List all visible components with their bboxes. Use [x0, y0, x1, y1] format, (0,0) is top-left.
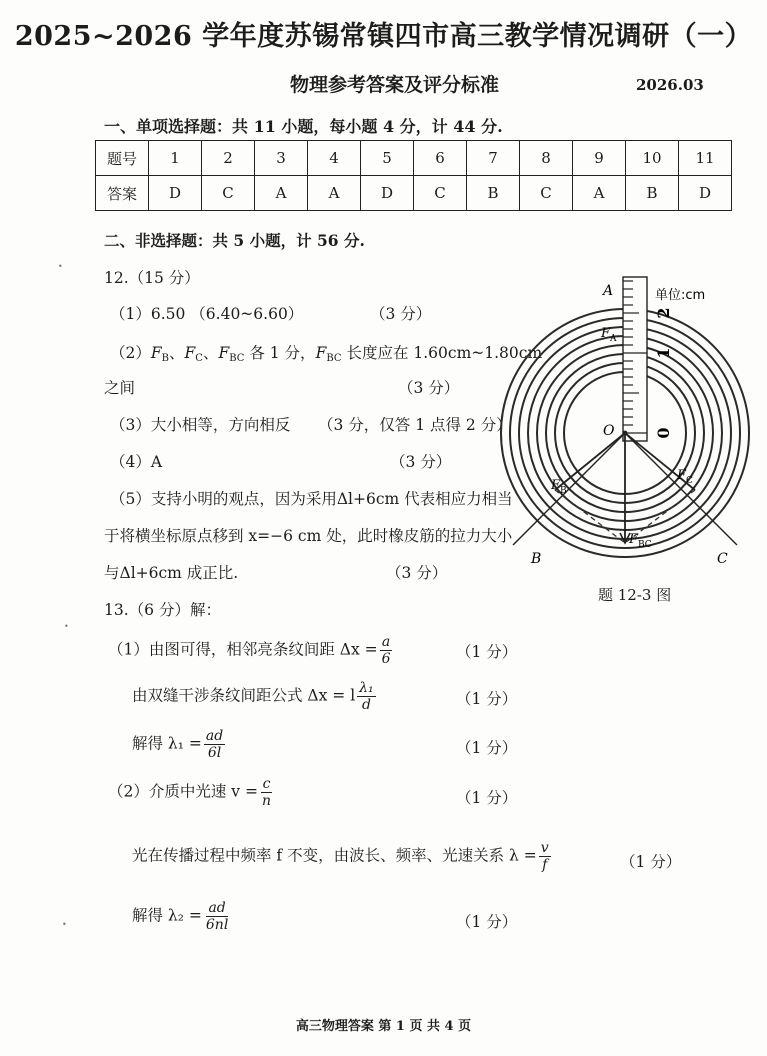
answer-cell: D [149, 176, 202, 211]
q13-title: 13.（6 分）解： [104, 601, 221, 619]
q12-part3: （3）大小相等，方向相反 [110, 416, 291, 434]
label-c: C [717, 551, 728, 567]
force-symbol: F [184, 344, 196, 362]
question-number: 8 [520, 141, 573, 176]
fraction-numerator: λ₁ [359, 680, 374, 696]
q13-step5-score: （1 分） [620, 853, 682, 871]
q13-step1-text: （1）由图可得，相邻亮条纹间距 Δx = [108, 640, 378, 659]
q12-part1-score: （3 分） [370, 305, 432, 323]
fraction-denominator: 6l [207, 745, 222, 761]
q13-step6-score: （1 分） [456, 913, 518, 931]
fraction [260, 776, 273, 809]
fraction [204, 728, 225, 761]
question-number: 4 [308, 141, 361, 176]
page-title: 2025~2026 学年度苏锡常镇四市高三教学情况调研（一） [14, 21, 753, 52]
label-b: B [531, 551, 542, 567]
answer-cell: C [202, 176, 255, 211]
question-number: 5 [361, 141, 414, 176]
label-fa: F [601, 326, 611, 341]
q13-step3-score: （1 分） [456, 739, 518, 757]
fraction [204, 900, 230, 933]
question-number: 2 [202, 141, 255, 176]
ruler-tick-1: 1 [654, 347, 673, 359]
figure-caption: 题 12-3 图 [598, 586, 672, 604]
q13-step4-score: （1 分） [456, 789, 518, 807]
q12-part2-mid: 各 1 分， [244, 344, 316, 362]
parallelogram-dash [555, 490, 625, 543]
scan-speck: • [64, 622, 69, 631]
force-subscript: B [161, 353, 169, 364]
q12-part4-score: （3 分） [390, 453, 452, 471]
separator: 、 [202, 344, 219, 362]
q13-step6-text: 解得 λ₂ = [132, 906, 202, 925]
q12-part2-end: 长度应在 1.60cm~1.80cm [341, 344, 543, 362]
scan-speck: • [62, 920, 67, 929]
q12-part2 [110, 341, 542, 364]
q12-part5-line1: （5）支持小明的观点，因为采用Δl+6cm 代表相应力相当 [110, 490, 513, 508]
force-subscript: BC [229, 353, 245, 364]
fraction-numerator: v [540, 840, 549, 856]
point-o [623, 431, 628, 436]
q13-step2 [132, 680, 378, 713]
q13-step5 [132, 840, 553, 873]
q12-part2-score: （3 分） [398, 379, 460, 397]
q13-step4 [108, 776, 275, 809]
force-subscript: C [195, 353, 203, 364]
label-fb-sub: B [560, 486, 567, 496]
answer-cell: B [467, 176, 520, 211]
page-subtitle: 物理参考答案及评分标准 [290, 74, 500, 96]
section-2-heading: 二、非选择题：共 5 小题，计 56 分. [104, 231, 365, 250]
answer-cell: C [414, 176, 467, 211]
answer-cell: B [626, 176, 679, 211]
q12-part1: （1）6.50 （6.40~6.60） [110, 305, 304, 323]
fraction-numerator: c [262, 776, 271, 792]
q13-step1-score: （1 分） [456, 643, 518, 661]
q12-part5-line2: 于将横坐标原点移到 x=−6 cm 处，此时橡皮筋的拉力大小 [104, 527, 513, 545]
q13-step3-text: 解得 λ₁ = [132, 734, 202, 753]
force-symbol: F [150, 344, 162, 362]
page-footer: 高三物理答案 第 1 页 共 4 页 [295, 1019, 472, 1034]
fraction-numerator: ad [205, 728, 224, 744]
fraction-denominator: 6nl [205, 917, 229, 933]
q12-part4: （4）A [110, 453, 163, 471]
document-date: 2026.03 [636, 76, 704, 94]
answer-cell: D [361, 176, 414, 211]
answer-cell: A [308, 176, 361, 211]
question-number: 3 [255, 141, 308, 176]
question-number: 11 [679, 141, 732, 176]
separator: 、 [169, 344, 185, 362]
fraction-numerator: a [381, 634, 391, 650]
force-symbol: F [315, 344, 327, 362]
q12-part3-score: （3 分，仅答 1 点得 2 分） [318, 416, 512, 434]
q12-title: 12.（15 分） [104, 269, 200, 287]
answer-cell: A [255, 176, 308, 211]
answer-cell: D [679, 176, 732, 211]
label-o: O [603, 423, 615, 439]
q12-part5-score: （3 分） [386, 564, 448, 582]
question-number: 6 [414, 141, 467, 176]
label-fbc: F [629, 532, 639, 547]
fraction [357, 680, 376, 713]
question-number: 1 [149, 141, 202, 176]
label-fb: F [551, 478, 561, 493]
label-fc: F [677, 468, 687, 483]
fraction [380, 634, 393, 667]
section-1-heading: 一、单项选择题：共 11 小题，每小题 4 分，计 44 分. [104, 117, 503, 136]
question-number: 9 [573, 141, 626, 176]
q13-step2-text: 由双缝干涉条纹间距公式 Δx = l [132, 686, 356, 705]
force-subscript: BC [326, 353, 342, 364]
ruler-tick-0: 0 [654, 427, 673, 439]
force-symbol: F [218, 344, 230, 362]
ruler-tick-2: 2 [654, 307, 673, 319]
answer-cell: C [520, 176, 573, 211]
fraction-denominator: f [542, 857, 548, 873]
label-fbc-sub: BC [638, 540, 652, 550]
q12-part2-line2: 之间 [104, 379, 136, 397]
row-label-question: 题号 [96, 141, 149, 176]
question-number-row [96, 141, 732, 176]
q13-step5-text: 光在传播过程中频率 f 不变，由波长、频率、光速关系 λ = [132, 846, 537, 865]
question-number: 10 [626, 141, 679, 176]
q13-step4-text: （2）介质中光速 v = [108, 782, 258, 801]
q13-step3 [132, 728, 227, 761]
fraction [539, 840, 551, 873]
fraction-denominator: 6 [381, 651, 391, 667]
q13-step6 [132, 900, 232, 933]
q12-part2-prefix: （2） [110, 344, 151, 362]
answer-table [95, 140, 732, 211]
fraction-denominator: n [261, 793, 271, 809]
answer-cell: A [573, 176, 626, 211]
q13-step1 [108, 634, 395, 667]
q13-step2-score: （1 分） [456, 690, 518, 708]
label-a: A [603, 283, 614, 299]
fraction-numerator: ad [208, 900, 226, 916]
q12-part5-line3: 与Δl+6cm 成正比. [104, 564, 239, 582]
label-fc-sub: C [686, 476, 693, 486]
row-label-answer: 答案 [96, 176, 149, 211]
figure-12-3 [495, 275, 767, 585]
question-number: 7 [467, 141, 520, 176]
answer-row [96, 176, 732, 211]
label-fa-sub: A [610, 334, 617, 344]
scan-speck: • [58, 262, 63, 271]
fraction-denominator: d [361, 697, 371, 713]
unit-label: 单位:cm [655, 288, 706, 303]
